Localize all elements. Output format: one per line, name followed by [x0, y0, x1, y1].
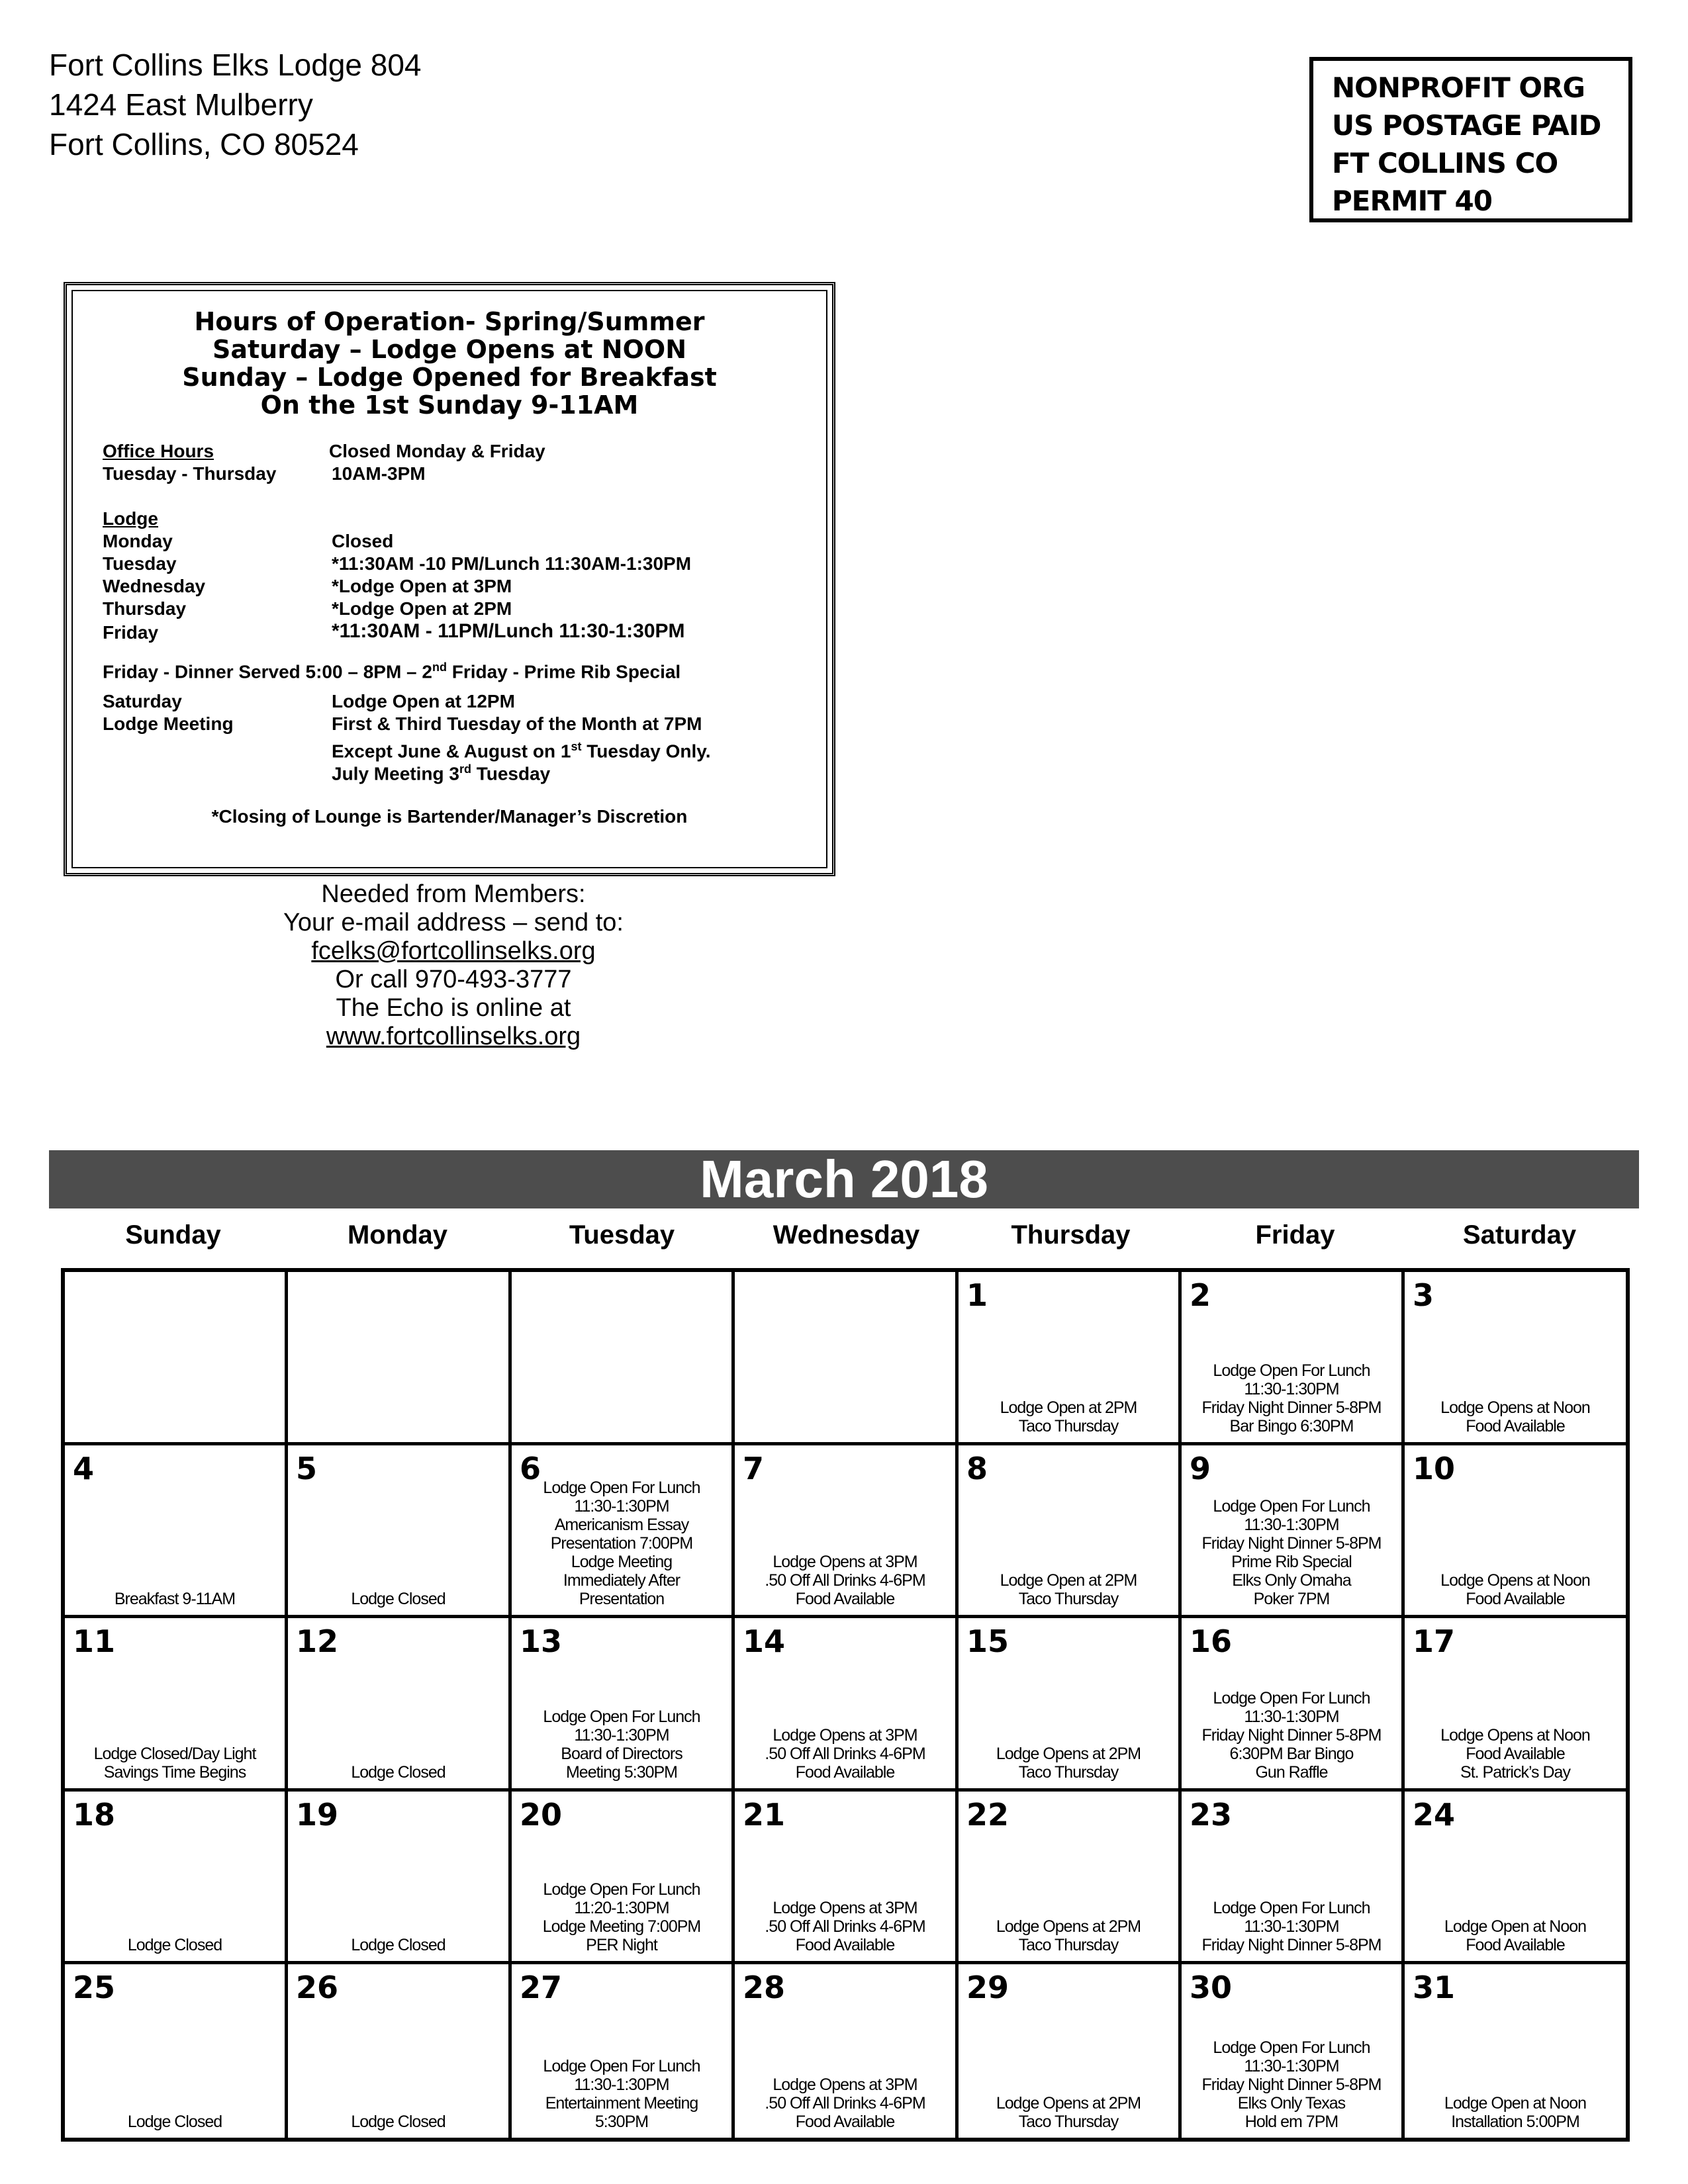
event-line: Lodge Meeting 7:00PM — [542, 1917, 701, 1936]
friday-value: *11:30AM - 11PM/Lunch 11:30-1:30PM — [332, 620, 685, 642]
event-line: Lodge Open For Lunch — [543, 2057, 700, 2075]
day-number: 2 — [1190, 1277, 1211, 1313]
calendar-day-31 — [1405, 1964, 1626, 2138]
calendar-day-10 — [1405, 1445, 1626, 1618]
office-hours-label: Office Hours — [103, 441, 214, 461]
day-events — [513, 1880, 730, 1954]
event-line: Lodge Open For Lunch — [1213, 1689, 1370, 1707]
event-line: Lodge Opens at 3PM — [773, 1899, 917, 1917]
calendar-day-15 — [959, 1618, 1182, 1792]
calendar-day-1 — [959, 1272, 1182, 1445]
event-line: Food Available — [795, 1590, 895, 1608]
event-line: Gun Raffle — [1255, 1763, 1328, 1782]
event-line: Lodge Open For Lunch — [543, 1880, 700, 1899]
hours-heading — [67, 308, 832, 419]
return-address-line: 1424 East Mulberry — [49, 87, 313, 122]
office-hours-value: Closed Monday & Friday — [329, 441, 545, 461]
event-line: Prime Rib Special — [1231, 1553, 1352, 1571]
postage-indicia — [1309, 57, 1632, 222]
postage-line: US POSTAGE PAID — [1332, 109, 1601, 142]
weekday-headers — [61, 1215, 1634, 1255]
day-number: 4 — [73, 1451, 95, 1486]
event-line: Food Available — [1466, 1590, 1565, 1608]
event-line: 11:30-1:30PM — [574, 1726, 669, 1745]
event-line: 11:20-1:30PM — [574, 1899, 669, 1917]
event-line: Taco Thursday — [1018, 1590, 1119, 1608]
day-number: 8 — [966, 1451, 988, 1486]
calendar-day-30 — [1182, 1964, 1405, 2138]
event-line: 11:30-1:30PM — [1244, 1380, 1339, 1398]
event-line: Lodge Open For Lunch — [1213, 1497, 1370, 1516]
event-line: Elks Only Texas — [1237, 2094, 1346, 2113]
day-number: 20 — [520, 1797, 563, 1833]
day-number: 5 — [296, 1451, 318, 1486]
event-line: Lodge Opens at Noon — [1440, 1398, 1590, 1417]
day-events — [289, 2113, 507, 2131]
weekday-header: Sunday — [125, 1220, 221, 1250]
calendar-day-6 — [512, 1445, 735, 1618]
event-line: Friday Night Dinner 5-8PM — [1201, 1534, 1382, 1553]
day-events — [289, 1763, 507, 1782]
event-line: Taco Thursday — [1018, 2113, 1119, 2131]
tue-thu-value: 10AM-3PM — [332, 463, 426, 484]
hours-subtitle: Sunday – Lodge Opened for Breakfast — [182, 363, 717, 392]
day-events — [1183, 1361, 1400, 1435]
event-line: Taco Thursday — [1018, 1936, 1119, 1954]
day-number: 18 — [73, 1797, 116, 1833]
event-line: Food Available — [1466, 1745, 1565, 1763]
calendar-day-17 — [1405, 1618, 1626, 1792]
event-line: 11:30-1:30PM — [574, 1497, 669, 1516]
calendar-day-3 — [1405, 1272, 1626, 1445]
event-line: Food Available — [795, 2113, 895, 2131]
day-events — [1406, 2094, 1624, 2131]
friday-label: Friday — [103, 622, 159, 643]
event-line: .50 Off All Drinks 4-6PM — [765, 2094, 925, 2113]
event-line: Lodge Opens at 3PM — [773, 1553, 917, 1571]
event-line: Friday Night Dinner 5-8PM — [1201, 2075, 1382, 2094]
day-events — [1406, 1398, 1624, 1435]
day-events — [66, 2113, 283, 2131]
day-number: 11 — [73, 1623, 116, 1659]
calendar-empty-day — [65, 1272, 288, 1445]
day-number: 16 — [1190, 1623, 1233, 1659]
event-line: 11:30-1:30PM — [574, 2075, 669, 2094]
day-number: 22 — [966, 1797, 1009, 1833]
return-address — [49, 45, 422, 164]
members-notice — [165, 880, 741, 1051]
event-line: Lodge Closed — [351, 1763, 445, 1782]
day-events — [960, 1917, 1177, 1954]
friday-dinner-sup: nd — [432, 660, 447, 674]
hours-subtitle: Saturday – Lodge Opens at NOON — [212, 335, 687, 364]
weekday-header: Monday — [347, 1220, 448, 1250]
event-line: Lodge Opens at Noon — [1440, 1726, 1590, 1745]
day-number: 19 — [296, 1797, 339, 1833]
event-line: Lodge Opens at 2PM — [996, 1745, 1141, 1763]
day-events — [66, 1590, 283, 1608]
day-number: 26 — [296, 1970, 339, 2005]
wednesday-value: *Lodge Open at 3PM — [332, 576, 512, 596]
calendar-grid — [61, 1268, 1630, 2142]
calendar-day-9 — [1182, 1445, 1405, 1618]
day-number: 10 — [1413, 1451, 1456, 1486]
day-events — [1183, 1497, 1400, 1608]
day-number: 17 — [1413, 1623, 1456, 1659]
day-events — [1183, 2038, 1400, 2131]
calendar-day-24 — [1405, 1792, 1626, 1964]
calendar-day-27 — [512, 1964, 735, 2138]
return-address-line: Fort Collins Elks Lodge 804 — [49, 48, 422, 82]
event-line: Lodge Open at Noon — [1444, 1917, 1587, 1936]
thursday-value: *Lodge Open at 2PM — [332, 598, 512, 619]
event-line: Lodge Open For Lunch — [1213, 2038, 1370, 2057]
calendar-day-23 — [1182, 1792, 1405, 1964]
weekday-header: Saturday — [1462, 1220, 1577, 1250]
day-events — [513, 1707, 730, 1782]
day-number: 28 — [743, 1970, 786, 2005]
july-text-end: Tuesday — [471, 763, 551, 784]
saturday-value: Lodge Open at 12PM — [332, 691, 515, 711]
wednesday-label: Wednesday — [103, 576, 206, 596]
return-address-line: Fort Collins, CO 80524 — [49, 127, 359, 161]
calendar-empty-day — [288, 1272, 512, 1445]
event-line: Taco Thursday — [1018, 1763, 1119, 1782]
weekday-header: Wednesday — [773, 1220, 920, 1250]
calendar-empty-day — [512, 1272, 735, 1445]
day-events — [1183, 1689, 1400, 1782]
day-events — [513, 1479, 730, 1608]
event-line: Meeting 5:30PM — [565, 1763, 678, 1782]
lodge-meeting-july — [332, 758, 550, 785]
postage-line: PERMIT 40 — [1332, 185, 1492, 217]
lodge-meeting-value: First & Third Tuesday of the Month at 7PM — [332, 713, 702, 734]
members-line: Needed from Members: — [321, 880, 586, 908]
event-line: Friday Night Dinner 5-8PM — [1201, 1398, 1382, 1417]
day-events — [736, 2075, 954, 2131]
event-line: Lodge Opens at Noon — [1440, 1571, 1590, 1590]
event-line: Lodge Closed — [351, 1936, 445, 1954]
lodge-label: Lodge — [103, 508, 158, 529]
event-line: Lodge Open For Lunch — [543, 1707, 700, 1726]
hours-of-operation-box — [64, 282, 835, 876]
friday-dinner-text: Friday - Dinner Served 5:00 – 8PM – 2 — [103, 661, 432, 682]
calendar-title: March 2018 — [49, 1150, 1639, 1208]
tuesday-label: Tuesday — [103, 553, 177, 574]
event-line: Lodge Open For Lunch — [1213, 1899, 1370, 1917]
day-number: 9 — [1190, 1451, 1211, 1486]
day-number: 21 — [743, 1797, 786, 1833]
day-number: 14 — [743, 1623, 786, 1659]
day-events — [736, 1553, 954, 1608]
event-line: Taco Thursday — [1018, 1417, 1119, 1435]
day-events — [960, 1398, 1177, 1435]
weekday-header: Thursday — [1011, 1220, 1131, 1250]
day-number: 12 — [296, 1623, 339, 1659]
calendar-day-5 — [288, 1445, 512, 1618]
calendar-day-18 — [65, 1792, 288, 1964]
event-line: 6:30PM Bar Bingo — [1229, 1745, 1354, 1763]
day-number: 27 — [520, 1970, 563, 2005]
day-events — [960, 1745, 1177, 1782]
day-number: 15 — [966, 1623, 1009, 1659]
day-number: 29 — [966, 1970, 1009, 2005]
exception-sup: st — [571, 740, 582, 753]
july-text: July Meeting 3 — [332, 763, 459, 784]
event-line: Americanism Essay — [554, 1516, 689, 1534]
day-events — [736, 1899, 954, 1954]
event-line: Lodge Open at 2PM — [1000, 1571, 1137, 1590]
day-number: 23 — [1190, 1797, 1233, 1833]
members-line: Or call 970-493-3777 — [335, 966, 572, 993]
lodge-meeting-label: Lodge Meeting — [103, 713, 234, 734]
calendar-day-20 — [512, 1792, 735, 1964]
weekday-header: Friday — [1255, 1220, 1335, 1250]
calendar-day-4 — [65, 1445, 288, 1618]
day-number: 30 — [1190, 1970, 1233, 2005]
event-line: Lodge Closed — [351, 1590, 445, 1608]
event-line: Lodge Opens at 2PM — [996, 2094, 1141, 2113]
event-line: 5:30PM — [594, 2113, 649, 2131]
calendar-day-22 — [959, 1792, 1182, 1964]
event-line: Presentation — [579, 1590, 665, 1608]
event-line: Poker 7PM — [1253, 1590, 1330, 1608]
event-line: Immediately After — [563, 1571, 680, 1590]
tue-thu-label: Tuesday - Thursday — [103, 463, 277, 484]
event-line: 11:30-1:30PM — [1244, 1707, 1339, 1726]
calendar-day-14 — [735, 1618, 959, 1792]
event-line: Food Available — [1466, 1936, 1565, 1954]
calendar-day-19 — [288, 1792, 512, 1964]
event-line: .50 Off All Drinks 4-6PM — [765, 1745, 925, 1763]
saturday-label: Saturday — [103, 691, 182, 711]
hours-subtitle: On the 1st Sunday 9-11AM — [260, 390, 639, 420]
event-line: Lodge Opens at 3PM — [773, 2075, 917, 2094]
day-events — [1406, 1917, 1624, 1954]
day-events — [513, 2057, 730, 2131]
event-line: Bar Bingo 6:30PM — [1229, 1417, 1354, 1435]
event-line: Friday Night Dinner 5-8PM — [1201, 1936, 1382, 1954]
event-line: .50 Off All Drinks 4-6PM — [765, 1917, 925, 1936]
day-number: 25 — [73, 1970, 116, 2005]
calendar-day-12 — [288, 1618, 512, 1792]
calendar-day-2 — [1182, 1272, 1405, 1445]
closing-footnote: *Closing of Lounge is Bartender/Manager’s Discretion — [211, 806, 688, 827]
email-link[interactable]: fcelks@fortcollinselks.org — [311, 937, 596, 965]
calendar-empty-day — [735, 1272, 959, 1445]
friday-dinner-row — [103, 656, 680, 683]
event-line: Food Available — [795, 1763, 895, 1782]
thursday-label: Thursday — [103, 598, 187, 619]
members-line: The Echo is online at — [336, 994, 571, 1022]
calendar-day-16 — [1182, 1618, 1405, 1792]
event-line: Lodge Open For Lunch — [543, 1479, 700, 1497]
event-line: Hold em 7PM — [1244, 2113, 1338, 2131]
day-events — [289, 1936, 507, 1954]
event-line: Lodge Open at Noon — [1444, 2094, 1587, 2113]
day-events — [66, 1936, 283, 1954]
day-number: 7 — [743, 1451, 765, 1486]
event-line: .50 Off All Drinks 4-6PM — [765, 1571, 925, 1590]
calendar-day-21 — [735, 1792, 959, 1964]
event-line: Food Available — [1466, 1417, 1565, 1435]
event-line: Lodge Closed/Day Light — [93, 1745, 256, 1763]
day-events — [960, 1571, 1177, 1608]
calendar-day-28 — [735, 1964, 959, 2138]
event-line: Breakfast 9-11AM — [114, 1590, 236, 1608]
event-line: Lodge Closed — [351, 2113, 445, 2131]
event-line: 11:30-1:30PM — [1244, 1917, 1339, 1936]
calendar-day-11 — [65, 1618, 288, 1792]
event-line: Installation 5:00PM — [1451, 2113, 1579, 2131]
day-number: 3 — [1413, 1277, 1434, 1313]
monday-value: Closed — [332, 531, 394, 551]
event-line: Lodge Open For Lunch — [1213, 1361, 1370, 1380]
day-number: 31 — [1413, 1970, 1456, 2005]
exception-text-end: Tuesday Only. — [581, 741, 711, 762]
event-line: Lodge Open at 2PM — [1000, 1398, 1137, 1417]
day-number: 24 — [1413, 1797, 1456, 1833]
day-events — [736, 1726, 954, 1782]
website-link[interactable]: www.fortcollinselks.org — [326, 1023, 581, 1050]
day-number: 13 — [520, 1623, 563, 1659]
event-line: Food Available — [795, 1936, 895, 1954]
event-line: Elks Only Omaha — [1232, 1571, 1351, 1590]
event-line: Savings Time Begins — [103, 1763, 246, 1782]
calendar-day-8 — [959, 1445, 1182, 1618]
postage-line: FT COLLINS CO — [1332, 147, 1558, 179]
event-line: Lodge Meeting — [571, 1553, 673, 1571]
event-line: Lodge Closed — [127, 2113, 222, 2131]
day-events — [66, 1745, 283, 1782]
day-number: 1 — [966, 1277, 988, 1313]
weekday-header: Tuesday — [569, 1220, 675, 1250]
hours-title: Hours of Operation- Spring/Summer — [194, 307, 705, 336]
event-line: 11:30-1:30PM — [1244, 2057, 1339, 2075]
event-line: 11:30-1:30PM — [1244, 1516, 1339, 1534]
day-events — [1183, 1899, 1400, 1954]
event-line: Lodge Opens at 2PM — [996, 1917, 1141, 1936]
event-line: St. Patrick’s Day — [1460, 1763, 1570, 1782]
event-line: Friday Night Dinner 5-8PM — [1201, 1726, 1382, 1745]
day-number: 6 — [520, 1451, 541, 1486]
members-line: Your e-mail address – send to: — [283, 909, 624, 936]
day-events — [1406, 1571, 1624, 1608]
day-events — [289, 1590, 507, 1608]
calendar-day-26 — [288, 1964, 512, 2138]
calendar-day-7 — [735, 1445, 959, 1618]
july-sup: rd — [459, 762, 471, 776]
event-line: Lodge Closed — [127, 1936, 222, 1954]
event-line: Board of Directors — [561, 1745, 682, 1763]
friday-dinner-text-end: Friday - Prime Rib Special — [446, 661, 681, 682]
calendar-day-29 — [959, 1964, 1182, 2138]
event-line: Lodge Opens at 3PM — [773, 1726, 917, 1745]
calendar-day-25 — [65, 1964, 288, 2138]
event-line: PER Night — [586, 1936, 657, 1954]
event-line: Entertainment Meeting — [545, 2094, 698, 2113]
monday-label: Monday — [103, 531, 173, 551]
event-line: Presentation 7:00PM — [550, 1534, 693, 1553]
day-events — [1406, 1726, 1624, 1782]
day-events — [960, 2094, 1177, 2131]
exception-text: Except June & August on 1 — [332, 741, 571, 762]
tuesday-value: *11:30AM -10 PM/Lunch 11:30AM-1:30PM — [332, 553, 692, 574]
calendar-day-13 — [512, 1618, 735, 1792]
postage-line: NONPROFIT ORG — [1332, 71, 1585, 104]
